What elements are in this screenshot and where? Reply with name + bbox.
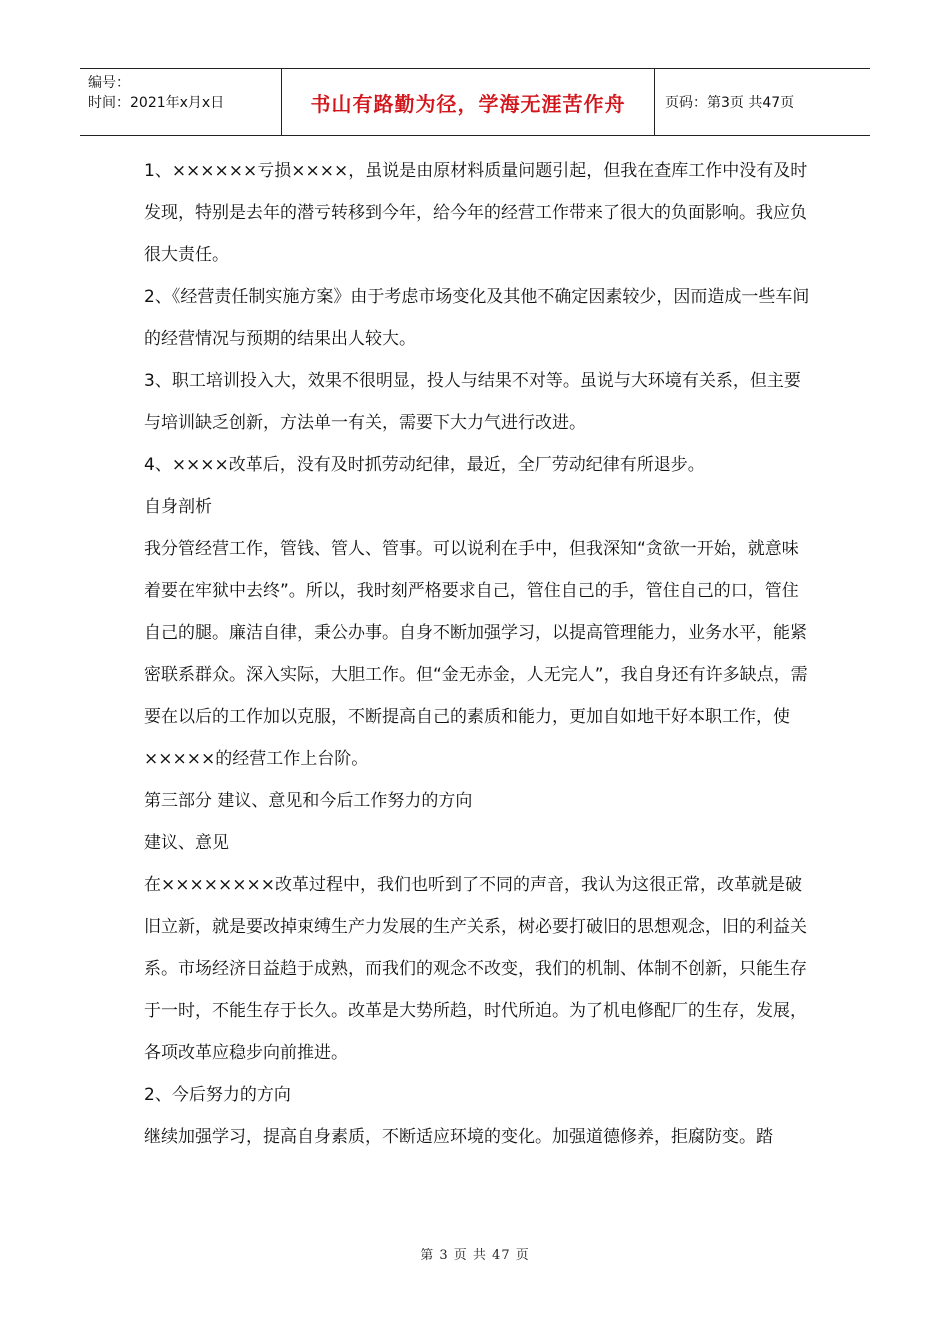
header-motto: 书山有路勤为径，学海无涯苦作舟 xyxy=(310,91,626,116)
paragraph: 继续加强学习，提高自身素质，不断适应环境的变化。加强道德修养，拒腐防变。踏 xyxy=(144,1127,773,1147)
paragraph: 2、《经营责任制实施方案》由于考虑市场变化及其他不确定因素较少，因而造成一些车间的经营情况与预期的结果出人较大。 xyxy=(144,287,810,349)
paragraph: 在××××××××改革过程中，我们也听到了不同的声音，我认为这很正常，改革就是破旧立新，就是要改掉束缚生产力发展的生产关系，树必要打破旧的思想观念，旧的利益关系。市场经济日益趋于成熟，而我们的观念不改变，我们的机制、体制不创新，只能生存于一时，不能生存于长久。改革是大势所趋，时代所迫。为了机电修配厂的生存，发展，各项改革应稳步向前推进。 xyxy=(144,875,807,1063)
section-heading: 建议、意见 xyxy=(144,833,229,853)
page-footer: 第 3 页 共 47 页 xyxy=(420,1248,530,1263)
paragraph: 4、××××改革后，没有及时抓劳动纪律，最近，全厂劳动纪律有所退步。 xyxy=(144,455,705,475)
header-page-cell xyxy=(655,69,870,135)
document-date: 时间：2021年x月x日 xyxy=(88,95,225,111)
section-heading: 自身剖析 xyxy=(144,497,212,517)
document-header xyxy=(80,68,870,136)
section-heading: 第三部分 建议、意见和今后工作努力的方向 xyxy=(144,791,473,811)
document-number-label: 编号： xyxy=(88,75,130,91)
header-page-code: 页码：第3页 共47页 xyxy=(665,95,795,111)
section-heading: 2、今后努力的方向 xyxy=(144,1085,291,1105)
document-body xyxy=(144,150,812,1158)
paragraph: 1、××××××亏损××××，虽说是由原材料质量问题引起，但我在查库工作中没有及时发现，特别是去年的潜亏转移到今年，给今年的经营工作带来了很大的负面影响。我应负很大责任。 xyxy=(144,161,808,265)
header-meta-cell xyxy=(80,69,282,135)
header-motto-cell xyxy=(282,69,655,135)
paragraph: 3、职工培训投入大，效果不很明显，投人与结果不对等。虽说与大环境有关系，但主要与培训缺乏创新，方法单一有关，需要下大力气进行改进。 xyxy=(144,371,801,433)
paragraph: 我分管经营工作，管钱、管人、管事。可以说利在手中，但我深知“贪欲一开始，就意味着要在牢狱中去终”。所以，我时刻严格要求自己，管住自己的手，管住自己的口，管住自己的腿。廉洁自律，秉公办事。自身不断加强学习，以提高管理能力，业务水平，能紧密联系群众。深入实际，大胆工作。但“金无赤金，人无完人”，我自身还有许多缺点，需要在以后的工作加以克服，不断提高自己的素质和能力，更加自如地干好本职工作，使×××××的经营工作上台阶。 xyxy=(144,539,808,769)
